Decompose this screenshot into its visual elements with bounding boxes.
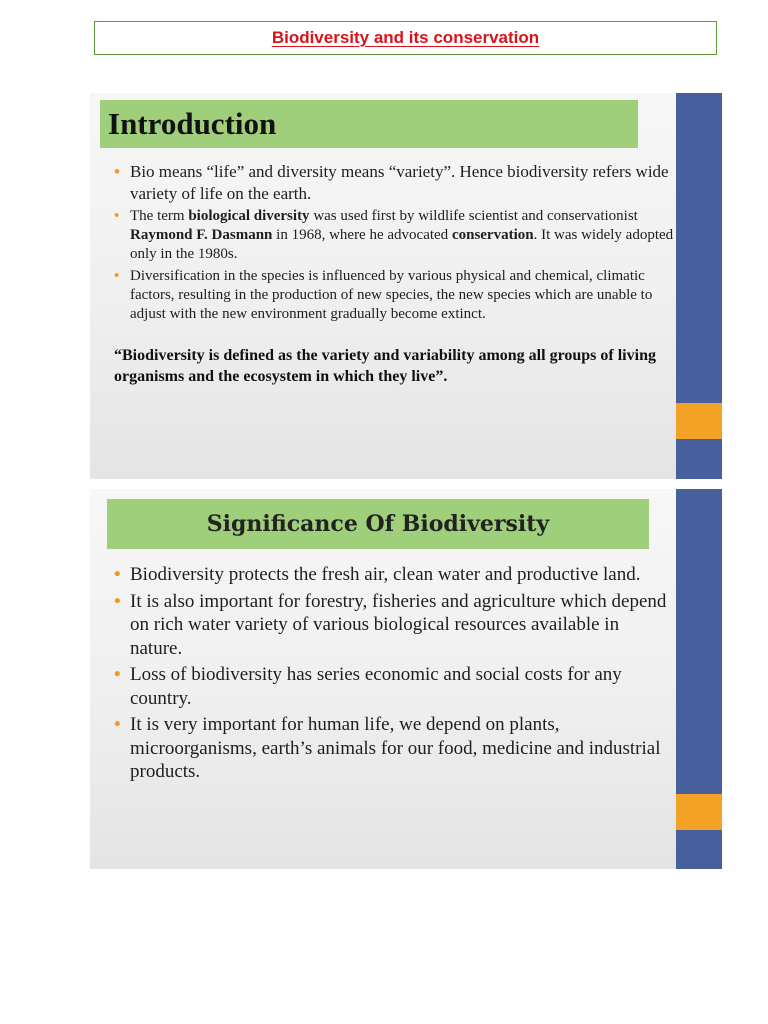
slide-heading-box [107,499,649,549]
list-item [114,267,674,324]
bullet-text: Biodiversity protects the fresh air, clean water and productive land. [130,564,641,585]
slide-side-accent [676,794,722,830]
list-item [114,161,674,205]
page-title-box [94,21,717,55]
bullet-text: Bio means “life” and diversity means “variety”. Hence biodiversity refers wide variety of life on the earth. [130,162,669,203]
slide-heading: Introduction [108,106,277,141]
bullet-icon: • [114,714,121,735]
slide-heading: Significance Of Biodiversity [206,511,550,537]
slide-heading-box [100,100,638,148]
bullet-icon: • [114,664,121,685]
bullet-text-mid: in 1968, where he advocated [272,227,452,243]
bullet-text-post: . It was widely adopted only in the 1980s. [130,227,674,262]
list-item [114,563,674,587]
slide-significance [90,489,722,869]
bullet-text-pre: The term [130,208,189,224]
bullet-bold-term: biological diversity [188,208,310,224]
bullet-icon: • [114,162,120,181]
slide-introduction [90,93,722,479]
bullet-icon: • [114,590,121,612]
bullet-list [114,161,674,327]
bullet-text-mid: was used first by wildlife scientist and conservationist [309,208,638,224]
slide-side-accent [676,403,722,439]
list-item [114,590,674,661]
bullet-text: It is very important for human life, we depend on plants, microorganisms, earth’s animals for our food, medicine and industrial products. [130,714,661,782]
bullet-icon: • [114,564,121,585]
list-item [114,713,674,784]
page-title: Biodiversity and its conservation [271,28,540,47]
bullet-text: Loss of biodiversity has series economic and social costs for any country. [130,664,622,709]
bullet-bold-term: conservation [451,227,534,243]
list-item [114,207,674,264]
definition-quote: “Biodiversity is defined as the variety and variability among all groups of living organisms and the ecosystem in which they live”. [114,347,656,385]
bullet-bold-name: Raymond F. Dasmann [130,227,273,243]
bullet-icon: • [114,268,120,284]
list-item [114,663,674,710]
bullet-text: Diversification in the species is influenced by various physical and chemical, climatic factors, resulting in the production of new species, the new species which are unable to adjust with the new environment gradually become extinct. [130,268,653,322]
bullet-text: It is also important for forestry, fisheries and agriculture which depend on rich water variety of various biological resources available in nature. [130,590,667,659]
bullet-list [114,563,674,787]
bullet-icon: • [114,208,120,224]
